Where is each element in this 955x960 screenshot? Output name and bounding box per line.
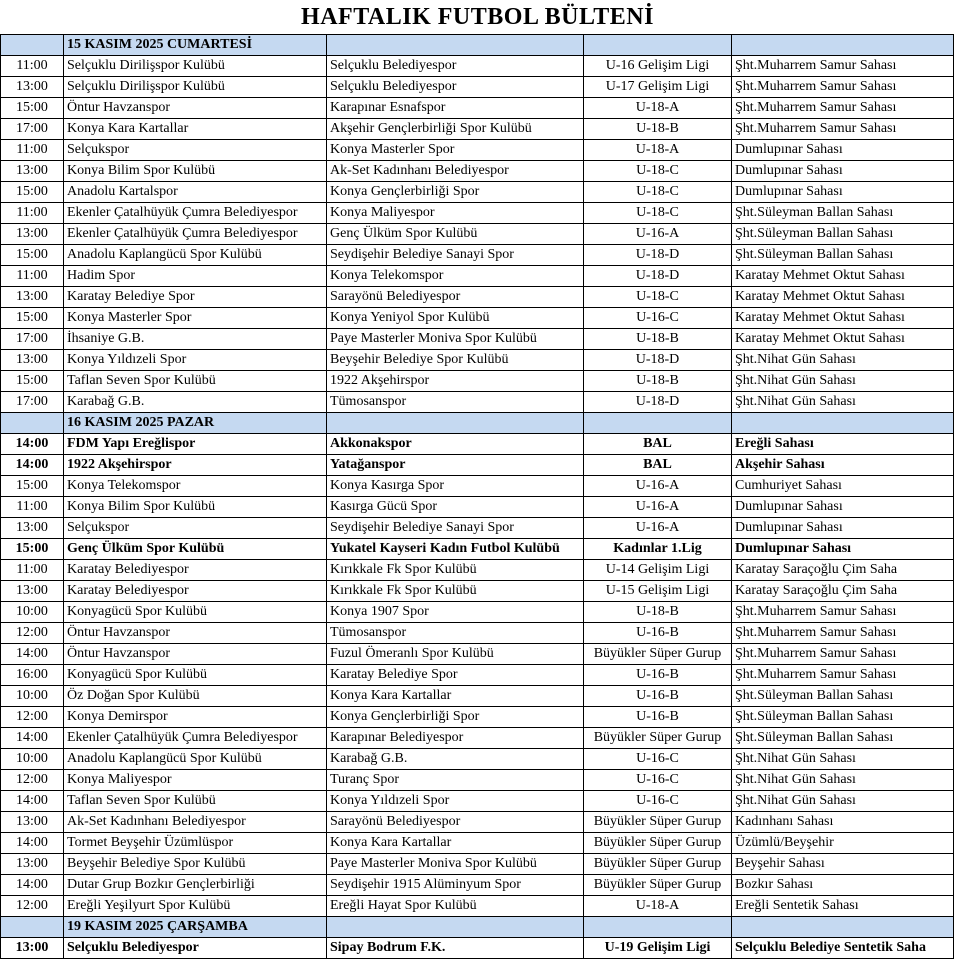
match-time: 16:00	[1, 665, 64, 686]
home-team: Konya Kara Kartallar	[64, 119, 327, 140]
league-name: Büyükler Süper Gurup	[584, 833, 732, 854]
match-time: 13:00	[1, 77, 64, 98]
venue-name: Dumlupınar Sahası	[732, 539, 954, 560]
away-team: Ak-Set Kadınhanı Belediyespor	[327, 161, 584, 182]
away-team: Konya Kasırga Spor	[327, 476, 584, 497]
league-name: U-18-C	[584, 287, 732, 308]
venue-name: Şht.Süleyman Ballan Sahası	[732, 707, 954, 728]
match-row	[1, 434, 954, 455]
league-name: Büyükler Süper Gurup	[584, 875, 732, 896]
away-team: Konya Yeniyol Spor Kulübü	[327, 308, 584, 329]
match-time: 13:00	[1, 938, 64, 959]
match-row	[1, 392, 954, 413]
venue-name: Ereğli Sentetik Sahası	[732, 896, 954, 917]
home-team: Ekenler Çatalhüyük Çumra Belediyespor	[64, 224, 327, 245]
match-row	[1, 308, 954, 329]
home-team: Öz Doğan Spor Kulübü	[64, 686, 327, 707]
away-team: Selçuklu Belediyespor	[327, 56, 584, 77]
match-row	[1, 749, 954, 770]
venue-name: Karatay Mehmet Oktut Sahası	[732, 287, 954, 308]
away-team: Karapınar Belediyespor	[327, 728, 584, 749]
match-time: 13:00	[1, 287, 64, 308]
league-name: BAL	[584, 434, 732, 455]
venue-name: Şht.Süleyman Ballan Sahası	[732, 224, 954, 245]
match-row	[1, 791, 954, 812]
venue-name: Akşehir Sahası	[732, 455, 954, 476]
match-time: 15:00	[1, 308, 64, 329]
bulletin-title: HAFTALIK FUTBOL BÜLTENİ	[301, 4, 654, 30]
league-name: U-16-B	[584, 686, 732, 707]
match-time: 11:00	[1, 266, 64, 287]
venue-name: Şht.Nihat Gün Sahası	[732, 392, 954, 413]
home-team: Konya Bilim Spor Kulübü	[64, 497, 327, 518]
match-row	[1, 644, 954, 665]
league-name: U-18-D	[584, 350, 732, 371]
venue-name: Selçuklu Belediye Sentetik Saha	[732, 938, 954, 959]
match-row	[1, 812, 954, 833]
away-team: Konya Gençlerbirliği Spor	[327, 707, 584, 728]
home-team: Taflan Seven Spor Kulübü	[64, 791, 327, 812]
away-team: Seydişehir Belediye Sanayi Spor	[327, 245, 584, 266]
match-time: 15:00	[1, 245, 64, 266]
away-team: Beyşehir Belediye Spor Kulübü	[327, 350, 584, 371]
match-time: 11:00	[1, 560, 64, 581]
venue-name: Ereğli Sahası	[732, 434, 954, 455]
league-name: U-18-A	[584, 896, 732, 917]
away-team: Tümosanspor	[327, 623, 584, 644]
away-team: Seydişehir 1915 Alüminyum Spor	[327, 875, 584, 896]
away-team: Yukatel Kayseri Kadın Futbol Kulübü	[327, 539, 584, 560]
league-name: U-18-D	[584, 266, 732, 287]
away-team: Konya 1907 Spor	[327, 602, 584, 623]
league-name: U-18-D	[584, 392, 732, 413]
match-time: 10:00	[1, 686, 64, 707]
match-time: 13:00	[1, 350, 64, 371]
league-name: U-16 Gelişim Ligi	[584, 56, 732, 77]
match-time: 14:00	[1, 644, 64, 665]
match-time: 14:00	[1, 875, 64, 896]
league-name: U-18-B	[584, 371, 732, 392]
match-time: 15:00	[1, 182, 64, 203]
away-team: Konya Maliyespor	[327, 203, 584, 224]
day-header-label: 16 KASIM 2025 PAZAR	[64, 413, 327, 434]
match-time: 14:00	[1, 833, 64, 854]
home-team: Anadolu Kaplangücü Spor Kulübü	[64, 749, 327, 770]
venue-name: Şht.Muharrem Samur Sahası	[732, 623, 954, 644]
league-name: U-16-B	[584, 665, 732, 686]
league-name: U-19 Gelişim Ligi	[584, 938, 732, 959]
venue-name: Dumlupınar Sahası	[732, 161, 954, 182]
venue-name: Dumlupınar Sahası	[732, 518, 954, 539]
day-header-blank	[1, 413, 64, 434]
home-team: Ak-Set Kadınhanı Belediyespor	[64, 812, 327, 833]
match-row	[1, 686, 954, 707]
match-time: 11:00	[1, 140, 64, 161]
venue-name: Dumlupınar Sahası	[732, 140, 954, 161]
away-team: Konya Kara Kartallar	[327, 833, 584, 854]
match-row	[1, 455, 954, 476]
day-header-row	[1, 413, 954, 434]
league-name: U-16-C	[584, 770, 732, 791]
home-team: Karatay Belediyespor	[64, 581, 327, 602]
match-time: 14:00	[1, 434, 64, 455]
match-time: 10:00	[1, 602, 64, 623]
home-team: Selçukspor	[64, 140, 327, 161]
day-header-blank	[732, 35, 954, 56]
day-header-label: 19 KASIM 2025 ÇARŞAMBA	[64, 917, 327, 938]
match-time: 14:00	[1, 728, 64, 749]
venue-name: Dumlupınar Sahası	[732, 182, 954, 203]
match-time: 13:00	[1, 518, 64, 539]
league-name: Büyükler Süper Gurup	[584, 854, 732, 875]
home-team: 1922 Akşehirspor	[64, 455, 327, 476]
league-name: U-18-D	[584, 245, 732, 266]
league-name: U-16-A	[584, 224, 732, 245]
venue-name: Şht.Muharrem Samur Sahası	[732, 602, 954, 623]
match-row	[1, 833, 954, 854]
home-team: Ekenler Çatalhüyük Çumra Belediyespor	[64, 728, 327, 749]
league-name: U-18-C	[584, 161, 732, 182]
league-name: U-18-C	[584, 182, 732, 203]
away-team: Konya Masterler Spor	[327, 140, 584, 161]
match-time: 17:00	[1, 392, 64, 413]
match-row	[1, 350, 954, 371]
match-time: 11:00	[1, 497, 64, 518]
league-name: U-16-C	[584, 791, 732, 812]
venue-name: Beyşehir Sahası	[732, 854, 954, 875]
match-row	[1, 371, 954, 392]
league-name: Büyükler Süper Gurup	[584, 812, 732, 833]
home-team: Konyagücü Spor Kulübü	[64, 602, 327, 623]
away-team: Tümosanspor	[327, 392, 584, 413]
away-team: Ereğli Hayat Spor Kulübü	[327, 896, 584, 917]
match-row	[1, 56, 954, 77]
match-time: 13:00	[1, 854, 64, 875]
match-row	[1, 875, 954, 896]
day-header-blank	[584, 917, 732, 938]
venue-name: Şht.Nihat Gün Sahası	[732, 749, 954, 770]
day-header-blank	[584, 413, 732, 434]
home-team: Beyşehir Belediye Spor Kulübü	[64, 854, 327, 875]
venue-name: Cumhuriyet Sahası	[732, 476, 954, 497]
home-team: Öntur Havzanspor	[64, 644, 327, 665]
league-name: U-18-B	[584, 602, 732, 623]
away-team: Konya Gençlerbirliği Spor	[327, 182, 584, 203]
venue-name: Şht.Muharrem Samur Sahası	[732, 644, 954, 665]
away-team: Fuzul Ömeranlı Spor Kulübü	[327, 644, 584, 665]
match-row	[1, 224, 954, 245]
day-header-label: 15 KASIM 2025 CUMARTESİ	[64, 35, 327, 56]
day-header-blank	[1, 917, 64, 938]
match-row	[1, 287, 954, 308]
match-row	[1, 98, 954, 119]
match-time: 11:00	[1, 203, 64, 224]
venue-name: Şht.Muharrem Samur Sahası	[732, 98, 954, 119]
home-team: Konya Demirspor	[64, 707, 327, 728]
match-time: 12:00	[1, 707, 64, 728]
fixture-body	[1, 35, 954, 959]
match-row	[1, 518, 954, 539]
home-team: Tormet Beyşehir Üzümlüspor	[64, 833, 327, 854]
home-team: Genç Ülküm Spor Kulübü	[64, 539, 327, 560]
match-time: 10:00	[1, 749, 64, 770]
venue-name: Şht.Muharrem Samur Sahası	[732, 77, 954, 98]
league-name: U-16-A	[584, 518, 732, 539]
match-time: 15:00	[1, 98, 64, 119]
match-time: 12:00	[1, 770, 64, 791]
match-row	[1, 476, 954, 497]
match-row	[1, 560, 954, 581]
league-name: Büyükler Süper Gurup	[584, 728, 732, 749]
league-name: Kadınlar 1.Lig	[584, 539, 732, 560]
away-team: Paye Masterler Moniva Spor Kulübü	[327, 854, 584, 875]
match-row	[1, 161, 954, 182]
match-time: 17:00	[1, 329, 64, 350]
away-team: Karapınar Esnafspor	[327, 98, 584, 119]
venue-name: Şht.Muharrem Samur Sahası	[732, 56, 954, 77]
fixture-table	[0, 34, 954, 959]
home-team: Konyagücü Spor Kulübü	[64, 665, 327, 686]
home-team: Anadolu Kaplangücü Spor Kulübü	[64, 245, 327, 266]
day-header-row	[1, 917, 954, 938]
match-time: 13:00	[1, 581, 64, 602]
venue-name: Karatay Mehmet Oktut Sahası	[732, 266, 954, 287]
home-team: Hadim Spor	[64, 266, 327, 287]
home-team: Dutar Grup Bozkır Gençlerbirliği	[64, 875, 327, 896]
league-name: U-16-A	[584, 497, 732, 518]
day-header-blank	[327, 917, 584, 938]
venue-name: Dumlupınar Sahası	[732, 497, 954, 518]
match-row	[1, 854, 954, 875]
away-team: Paye Masterler Moniva Spor Kulübü	[327, 329, 584, 350]
home-team: Selçuklu Dirilişspor Kulübü	[64, 77, 327, 98]
day-header-blank	[327, 35, 584, 56]
venue-name: Şht.Süleyman Ballan Sahası	[732, 203, 954, 224]
home-team: Selçukspor	[64, 518, 327, 539]
venue-name: Kadınhanı Sahası	[732, 812, 954, 833]
away-team: Karatay Belediye Spor	[327, 665, 584, 686]
venue-name: Karatay Saraçoğlu Çim Saha	[732, 560, 954, 581]
match-row	[1, 728, 954, 749]
match-row	[1, 938, 954, 959]
match-time: 14:00	[1, 791, 64, 812]
home-team: Selçuklu Belediyespor	[64, 938, 327, 959]
day-header-blank	[1, 35, 64, 56]
away-team: Selçuklu Belediyespor	[327, 77, 584, 98]
match-row	[1, 896, 954, 917]
away-team: Konya Kara Kartallar	[327, 686, 584, 707]
away-team: Seydişehir Belediye Sanayi Spor	[327, 518, 584, 539]
league-name: U-18-C	[584, 203, 732, 224]
match-time: 14:00	[1, 455, 64, 476]
match-row	[1, 497, 954, 518]
match-row	[1, 623, 954, 644]
league-name: U-14 Gelişim Ligi	[584, 560, 732, 581]
league-name: U-18-A	[584, 98, 732, 119]
home-team: Öntur Havzanspor	[64, 98, 327, 119]
away-team: 1922 Akşehirspor	[327, 371, 584, 392]
venue-name: Şht.Nihat Gün Sahası	[732, 371, 954, 392]
venue-name: Şht.Muharrem Samur Sahası	[732, 665, 954, 686]
away-team: Yatağanspor	[327, 455, 584, 476]
league-name: U-18-A	[584, 140, 732, 161]
venue-name: Şht.Süleyman Ballan Sahası	[732, 728, 954, 749]
match-time: 11:00	[1, 56, 64, 77]
match-time: 13:00	[1, 812, 64, 833]
day-header-blank	[327, 413, 584, 434]
venue-name: Karatay Mehmet Oktut Sahası	[732, 329, 954, 350]
venue-name: Şht.Nihat Gün Sahası	[732, 791, 954, 812]
match-time: 15:00	[1, 476, 64, 497]
home-team: Ereğli Yeşilyurt Spor Kulübü	[64, 896, 327, 917]
day-header-blank	[584, 35, 732, 56]
match-row	[1, 581, 954, 602]
venue-name: Şht.Nihat Gün Sahası	[732, 350, 954, 371]
home-team: Konya Maliyespor	[64, 770, 327, 791]
league-name: Büyükler Süper Gurup	[584, 644, 732, 665]
day-header-blank	[732, 917, 954, 938]
home-team: Anadolu Kartalspor	[64, 182, 327, 203]
home-team: İhsaniye G.B.	[64, 329, 327, 350]
match-row	[1, 329, 954, 350]
match-time: 15:00	[1, 539, 64, 560]
away-team: Sipay Bodrum F.K.	[327, 938, 584, 959]
match-row	[1, 203, 954, 224]
match-time: 12:00	[1, 896, 64, 917]
match-row	[1, 182, 954, 203]
away-team: Karabağ G.B.	[327, 749, 584, 770]
venue-name: Karatay Saraçoğlu Çim Saha	[732, 581, 954, 602]
home-team: Konya Bilim Spor Kulübü	[64, 161, 327, 182]
day-header-blank	[732, 413, 954, 434]
match-time: 13:00	[1, 161, 64, 182]
league-name: U-17 Gelişim Ligi	[584, 77, 732, 98]
league-name: U-16-C	[584, 308, 732, 329]
league-name: U-16-C	[584, 749, 732, 770]
league-name: U-16-A	[584, 476, 732, 497]
match-time: 12:00	[1, 623, 64, 644]
home-team: Taflan Seven Spor Kulübü	[64, 371, 327, 392]
home-team: Karabağ G.B.	[64, 392, 327, 413]
away-team: Konya Telekomspor	[327, 266, 584, 287]
league-name: U-18-B	[584, 119, 732, 140]
match-row	[1, 119, 954, 140]
home-team: Ekenler Çatalhüyük Çumra Belediyespor	[64, 203, 327, 224]
away-team: Konya Yıldızeli Spor	[327, 791, 584, 812]
venue-name: Bozkır Sahası	[732, 875, 954, 896]
venue-name: Karatay Mehmet Oktut Sahası	[732, 308, 954, 329]
away-team: Turanç Spor	[327, 770, 584, 791]
away-team: Sarayönü Belediyespor	[327, 812, 584, 833]
day-header-row	[1, 35, 954, 56]
away-team: Genç Ülküm Spor Kulübü	[327, 224, 584, 245]
match-row	[1, 707, 954, 728]
league-name: U-15 Gelişim Ligi	[584, 581, 732, 602]
match-row	[1, 602, 954, 623]
away-team: Sarayönü Belediyespor	[327, 287, 584, 308]
away-team: Kırıkkale Fk Spor Kulübü	[327, 560, 584, 581]
away-team: Kırıkkale Fk Spor Kulübü	[327, 581, 584, 602]
home-team: FDM Yapı Ereğlispor	[64, 434, 327, 455]
home-team: Konya Yıldızeli Spor	[64, 350, 327, 371]
home-team: Karatay Belediye Spor	[64, 287, 327, 308]
home-team: Öntur Havzanspor	[64, 623, 327, 644]
venue-name: Şht.Süleyman Ballan Sahası	[732, 245, 954, 266]
away-team: Kasırga Gücü Spor	[327, 497, 584, 518]
home-team: Konya Masterler Spor	[64, 308, 327, 329]
match-row	[1, 539, 954, 560]
match-time: 17:00	[1, 119, 64, 140]
match-row	[1, 140, 954, 161]
league-name: BAL	[584, 455, 732, 476]
away-team: Akşehir Gençlerbirliği Spor Kulübü	[327, 119, 584, 140]
home-team: Karatay Belediyespor	[64, 560, 327, 581]
away-team: Akkonakspor	[327, 434, 584, 455]
match-row	[1, 245, 954, 266]
venue-name: Üzümlü/Beyşehir	[732, 833, 954, 854]
match-row	[1, 266, 954, 287]
league-name: U-16-B	[584, 623, 732, 644]
league-name: U-18-B	[584, 329, 732, 350]
home-team: Konya Telekomspor	[64, 476, 327, 497]
home-team: Selçuklu Dirilişspor Kulübü	[64, 56, 327, 77]
match-time: 15:00	[1, 371, 64, 392]
match-row	[1, 770, 954, 791]
venue-name: Şht.Muharrem Samur Sahası	[732, 119, 954, 140]
venue-name: Şht.Nihat Gün Sahası	[732, 770, 954, 791]
league-name: U-16-B	[584, 707, 732, 728]
match-time: 13:00	[1, 224, 64, 245]
venue-name: Şht.Süleyman Ballan Sahası	[732, 686, 954, 707]
match-row	[1, 665, 954, 686]
match-row	[1, 77, 954, 98]
